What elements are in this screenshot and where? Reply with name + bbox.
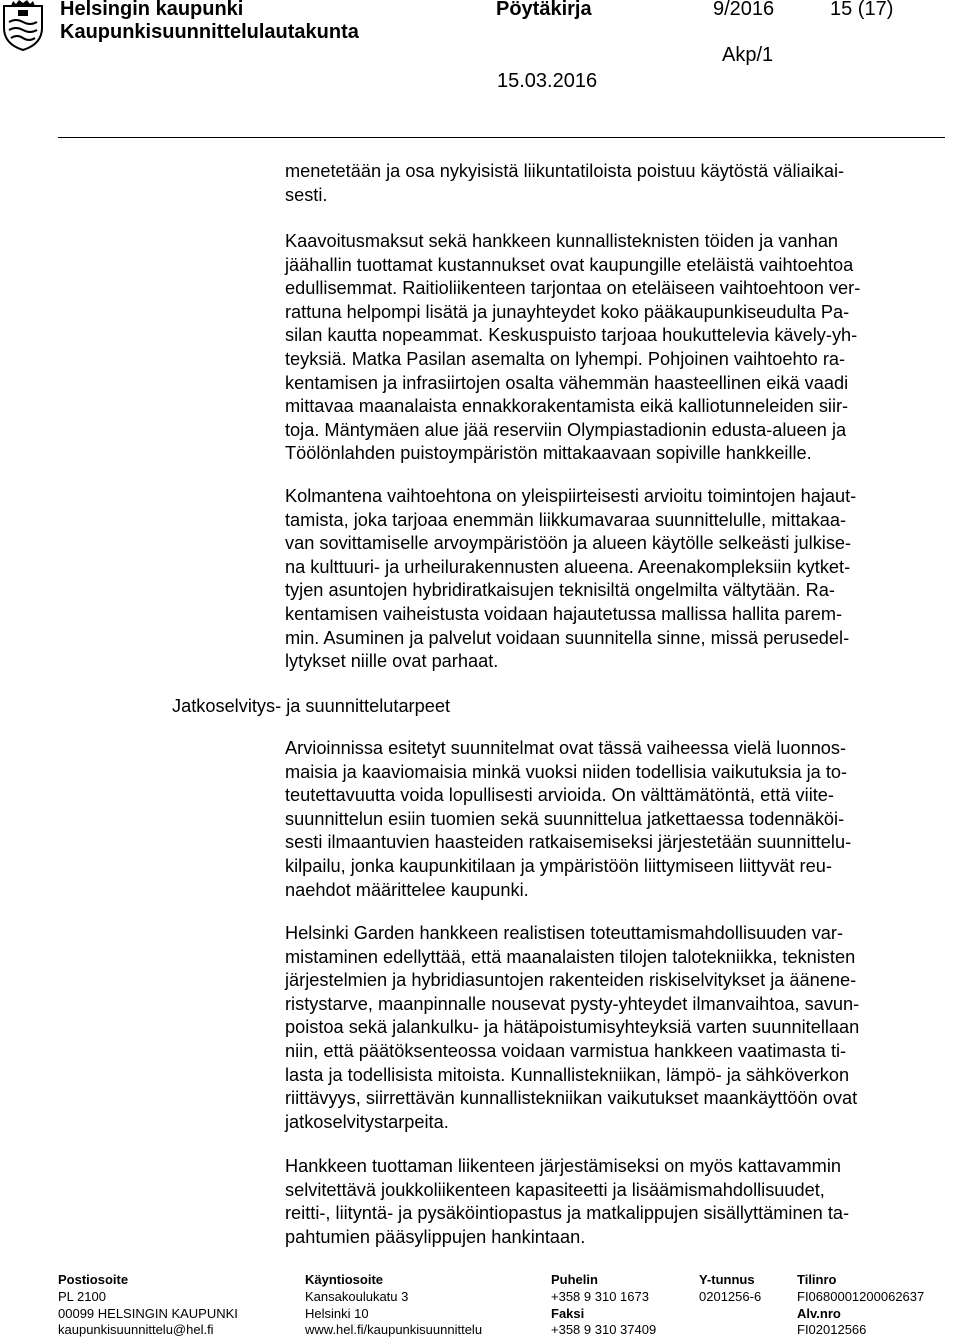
footer-account-number: FI0680001200062637 bbox=[797, 1288, 925, 1304]
text-line: kentamisen ja infrasiirtojen osalta vähemmän haasteellinen eikä vaadi bbox=[285, 372, 849, 393]
paragraph-5 bbox=[285, 922, 859, 1134]
text-line: kilpailu, jonka kaupunkitilaan ja ympäristöön liittymiseen liittyvät reu- bbox=[285, 855, 832, 876]
text-line: van sovittamiselle arvoympäristöön ja alueen käytölle selkeästi julkise- bbox=[285, 533, 852, 554]
footer-business-id bbox=[699, 1272, 761, 1306]
text-line: selvitettävä joukkoliikenteen kapasiteetti ja lisäämismahdollisuudet, bbox=[285, 1179, 825, 1200]
footer-heading: Puhelin bbox=[551, 1272, 598, 1287]
text-line: lytykset niille ovat parhaat. bbox=[285, 651, 499, 672]
text-line: riittävyys, siirrettävän kunnallistekniikan vaikutukset maankäyttöön ovat bbox=[285, 1088, 858, 1109]
text-line: teutettavuutta voida lopullisesti arvioida. On välttämätöntä, että viite- bbox=[285, 785, 834, 806]
text-line: niin, että päätöksenteossa voidaan varmistua hankkeen vaatimasta ti- bbox=[285, 1040, 847, 1061]
committee-name: Kaupunkisuunnittelulautakunta bbox=[60, 21, 359, 43]
text-line: sesti ilmaantuvien haasteiden ratkaisemiseksi järjestetään suunnittelu- bbox=[285, 832, 852, 853]
footer-postal-address bbox=[58, 1272, 238, 1339]
text-line: lasta ja todellisista mitoista. Kunnallistekniikan, lämpö- ja sähköverkon bbox=[285, 1064, 850, 1085]
text-line: Kaavoitusmaksut sekä hankkeen kunnallisteknisten töiden ja vanhan bbox=[285, 231, 839, 251]
helsinki-crest-logo bbox=[0, 0, 46, 52]
text-line: reitti-, liityntä- ja pysäköintiopastus ja matkalippujen sisällyttäminen ta- bbox=[285, 1203, 850, 1224]
organization-name: Helsingin kaupunki bbox=[60, 0, 244, 20]
footer-heading: Käyntiosoite bbox=[305, 1272, 384, 1287]
text-line: suunnittelun esiin tuomien sekä suunnittelua jatkettaessa todennäköi- bbox=[285, 808, 845, 829]
text-line: naehdot määrittelee kaupunki. bbox=[285, 879, 529, 900]
document-type: Pöytäkirja bbox=[496, 0, 592, 20]
text-line: tyjen asuntojen hybridiratkaisujen teknisiltä ongelmilta vältytään. Ra- bbox=[285, 580, 835, 601]
text-line: jäähallin tuottamat kustannukset ovat kaupungille eteläistä vaihtoehtoa bbox=[285, 254, 854, 275]
footer-line: Kansakoulukatu 3 bbox=[305, 1288, 409, 1304]
text-line: menetetään ja osa nykyisistä liikuntatiloista poistuu käytöstä väliaikai- bbox=[285, 161, 845, 181]
footer-phone bbox=[551, 1272, 656, 1339]
text-line: rattuna helpompi lisätä ja junayhteydet koko pääkaupunkiseudulta Pa- bbox=[285, 301, 850, 322]
text-line: sesti. bbox=[285, 184, 328, 205]
text-line: edullisemmat. Raitioliikenteen tarjontaa on eteläiseen vaihtoehtoon ver- bbox=[285, 278, 861, 299]
footer-heading: Y-tunnus bbox=[699, 1272, 755, 1287]
text-line: mistaminen edellyttää, että maanalaisten tilojen talotekniikka, teknisten bbox=[285, 946, 856, 967]
text-line: Kolmantena vaihtoehtona on yleispiirteisesti arvioitu toimintojen hajaut- bbox=[285, 486, 857, 506]
text-line: toja. Mäntymäen alue jää reserviin Olympiastadionin edusta-alueen ja bbox=[285, 419, 847, 440]
footer-line: PL 2100 bbox=[58, 1288, 106, 1304]
text-line: järjestelmien ja hybridiasuntojen rakenteiden riskiselvitykset ja äänene- bbox=[285, 970, 857, 991]
text-line: Helsinki Garden hankkeen realistisen toteuttamismahdollisuuden var- bbox=[285, 923, 844, 943]
footer-phone-number: +358 9 310 1673 bbox=[551, 1288, 649, 1304]
footer-email: kaupunkisuunnittelu@hel.fi bbox=[58, 1322, 214, 1338]
text-line: pahtumien pääsylippujen hankintaan. bbox=[285, 1226, 586, 1247]
paragraph-4 bbox=[285, 737, 851, 902]
header-divider bbox=[58, 137, 945, 138]
page-number: 15 (17) bbox=[830, 0, 894, 20]
text-line: teyksiä. Matka Pasilan asemalta on lyhempi. Pohjoinen vaihtoehto ra- bbox=[285, 348, 846, 369]
text-line: maisia ja kaaviomaisia minkä vuoksi niiden todellisia vaikutuksia ja to- bbox=[285, 761, 848, 782]
text-line: Hankkeen tuottaman liikenteen järjestämiseksi on myös kattavammin bbox=[285, 1156, 841, 1176]
text-line: jatkoselvitystarpeita. bbox=[285, 1111, 449, 1132]
footer-line: Helsinki 10 bbox=[305, 1305, 369, 1321]
footer-fax-number: +358 9 310 37409 bbox=[551, 1322, 657, 1338]
footer-line: 00099 HELSINGIN KAUPUNKI bbox=[58, 1305, 238, 1321]
paragraph-6 bbox=[285, 1155, 849, 1249]
paragraph-2 bbox=[285, 230, 860, 466]
text-line: tamista, joka tarjoaa enemmän liikkumavaraa suunnittelulle, mittakaa- bbox=[285, 509, 847, 530]
agenda-item: Akp/1 bbox=[722, 44, 774, 66]
text-line: min. Asuminen ja palvelut voidaan suunnitella sinne, missä perusedel- bbox=[285, 627, 850, 648]
footer-vat-number: FI02012566 bbox=[797, 1322, 867, 1338]
footer-account bbox=[797, 1272, 924, 1339]
text-line: kentamisen vaiheistusta voidaan hajautetussa mallissa hallita parem- bbox=[285, 603, 843, 624]
paragraph-3 bbox=[285, 485, 856, 674]
footer-fax-label: Faksi bbox=[551, 1305, 585, 1321]
footer-heading: Postiosoite bbox=[58, 1272, 129, 1287]
text-line: silan kautta nopeammat. Keskuspuisto tarjoaa houkuttelevia kävely-yh- bbox=[285, 325, 858, 346]
issue-number: 9/2016 bbox=[713, 0, 775, 20]
text-line: Arvioinnissa esitetyt suunnitelmat ovat tässä vaiheessa vielä luonnos- bbox=[285, 738, 847, 758]
footer-vat-label: Alv.nro bbox=[797, 1305, 841, 1321]
footer-website: www.hel.fi/kaupunkisuunnittelu bbox=[305, 1322, 483, 1338]
text-line: na kulttuuri- ja urheilurakennusten alueena. Areenakompleksiin kytket- bbox=[285, 556, 851, 577]
text-line: poistoa sekä jalankulku- ja hätäpoistumisyhteyksiä varten suunnitellaan bbox=[285, 1017, 860, 1038]
paragraph-1 bbox=[285, 160, 844, 207]
meeting-date: 15.03.2016 bbox=[497, 70, 598, 92]
footer-heading: Tilinro bbox=[797, 1272, 837, 1287]
text-line: Töölönlahden puistoympäristön mittakaavaan sopiville hankkeille. bbox=[285, 443, 812, 464]
text-line: mittavaa maanalaista ennakkorakentamista eikä kalliotunneleiden siir- bbox=[285, 396, 849, 417]
footer-line: 0201256-6 bbox=[699, 1288, 762, 1304]
text-line: ristystarve, maanpinnalle nousevat pysty-yhteydet ilmanvaihtoa, savun- bbox=[285, 993, 860, 1014]
footer-visiting-address bbox=[305, 1272, 482, 1339]
section-heading: Jatkoselvitys- ja suunnittelutarpeet bbox=[172, 696, 451, 716]
